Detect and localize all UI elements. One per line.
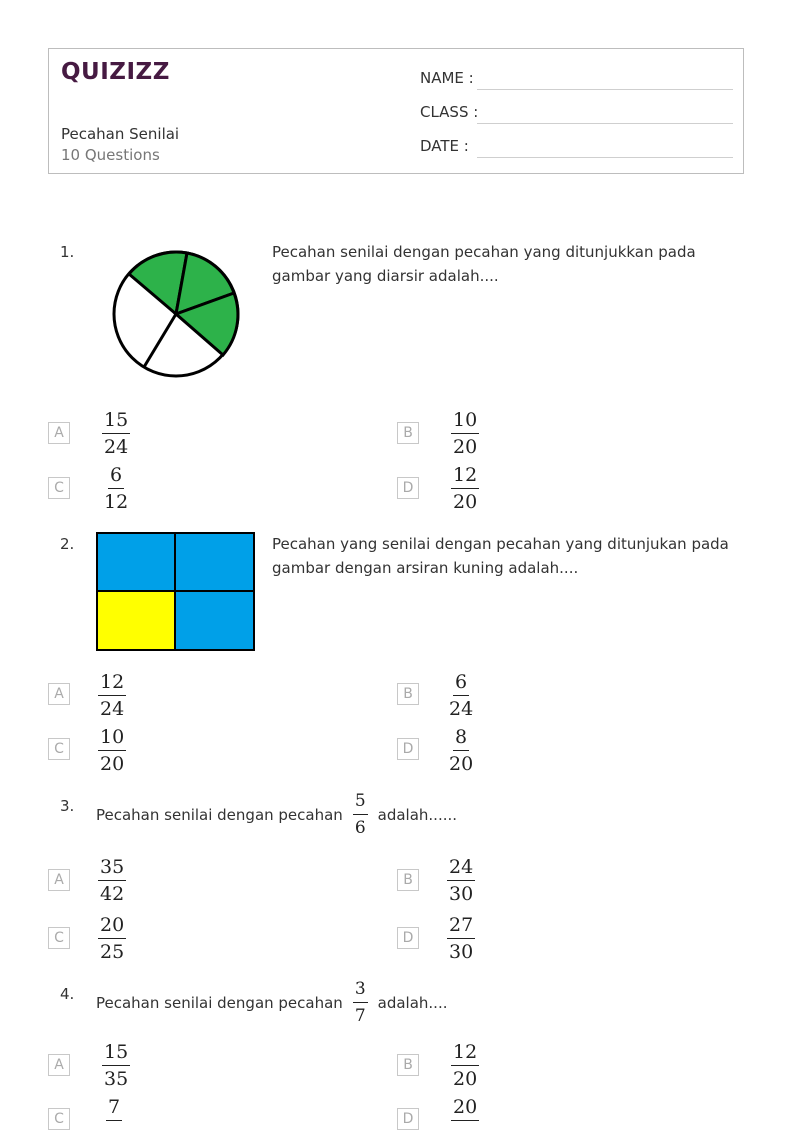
question-number: 3. <box>60 797 75 815</box>
option-letter[interactable]: A <box>48 1054 70 1076</box>
option-fraction[interactable]: $\frac{24}{30}$ <box>449 856 474 905</box>
date-label: DATE : <box>420 137 469 155</box>
option-letter[interactable]: C <box>48 1108 70 1130</box>
option-fraction[interactable]: $\frac{27}{30}$ <box>449 914 474 963</box>
option-letter[interactable]: C <box>48 738 70 760</box>
option-fraction[interactable]: $\frac{6}{24}$ <box>449 671 474 720</box>
question-text-after: adalah...... <box>377 805 458 824</box>
question-number: 2. <box>60 535 75 553</box>
grid-figure <box>96 532 256 652</box>
option-fraction[interactable]: $\frac{8}{20}$ <box>449 726 474 775</box>
class-line <box>477 123 733 124</box>
option-letter[interactable]: C <box>48 927 70 949</box>
option-letter[interactable]: D <box>397 477 419 499</box>
option-letter[interactable]: B <box>397 683 419 705</box>
question-text: Pecahan senilai dengan pecahan yang ditunjukkan pada gambar yang diarsir adalah.... <box>272 243 696 285</box>
question-fraction: $\frac{5}{6}$ <box>354 791 366 838</box>
question-count: 10 Questions <box>61 146 160 164</box>
option-letter[interactable]: D <box>397 738 419 760</box>
option-fraction[interactable]: $\frac{15}{24}$ <box>104 409 129 458</box>
worksheet-title: Pecahan Senilai <box>61 125 180 143</box>
question-number: 4. <box>60 985 75 1003</box>
option-letter[interactable]: C <box>48 477 70 499</box>
option-fraction[interactable]: 7 <box>106 1096 122 1123</box>
option-fraction[interactable]: $\frac{10}{20}$ <box>453 409 478 458</box>
question-text <box>96 790 457 839</box>
option-fraction[interactable]: $\frac{10}{20}$ <box>100 726 125 775</box>
pie-figure <box>110 248 244 378</box>
date-line <box>477 157 733 158</box>
option-fraction[interactable]: $\frac{12}{20}$ <box>453 1041 478 1090</box>
option-letter[interactable]: A <box>48 683 70 705</box>
question-text: Pecahan yang senilai dengan pecahan yang ditunjukan pada gambar dengan arsiran kuning adalah.... <box>272 535 729 577</box>
question-text <box>96 978 447 1027</box>
quizizz-logo: QUIZIZZ <box>61 59 170 85</box>
option-letter[interactable]: A <box>48 869 70 891</box>
option-letter[interactable]: D <box>397 927 419 949</box>
worksheet-header <box>48 48 744 174</box>
class-label: CLASS : <box>420 103 479 121</box>
option-letter[interactable]: B <box>397 869 419 891</box>
option-fraction[interactable]: $\frac{12}{20}$ <box>453 464 478 513</box>
question-text-before: Pecahan senilai dengan pecahan <box>96 805 343 824</box>
question-fraction: $\frac{3}{7}$ <box>354 979 366 1026</box>
option-fraction[interactable]: $\frac{12}{24}$ <box>100 671 125 720</box>
option-fraction[interactable]: $\frac{15}{35}$ <box>104 1041 129 1090</box>
option-letter[interactable]: B <box>397 422 419 444</box>
option-fraction[interactable]: $\frac{35}{42}$ <box>100 856 125 905</box>
option-fraction[interactable]: 20 <box>451 1096 479 1123</box>
name-label: NAME : <box>420 69 474 87</box>
question-text-after: adalah.... <box>377 993 448 1012</box>
option-letter[interactable]: A <box>48 422 70 444</box>
question-number: 1. <box>60 243 75 261</box>
name-line <box>477 89 733 90</box>
question-text-before: Pecahan senilai dengan pecahan <box>96 993 343 1012</box>
option-letter[interactable]: B <box>397 1054 419 1076</box>
option-fraction[interactable]: $\frac{6}{12}$ <box>104 464 129 513</box>
option-fraction[interactable]: $\frac{20}{25}$ <box>100 914 125 963</box>
option-letter[interactable]: D <box>397 1108 419 1130</box>
